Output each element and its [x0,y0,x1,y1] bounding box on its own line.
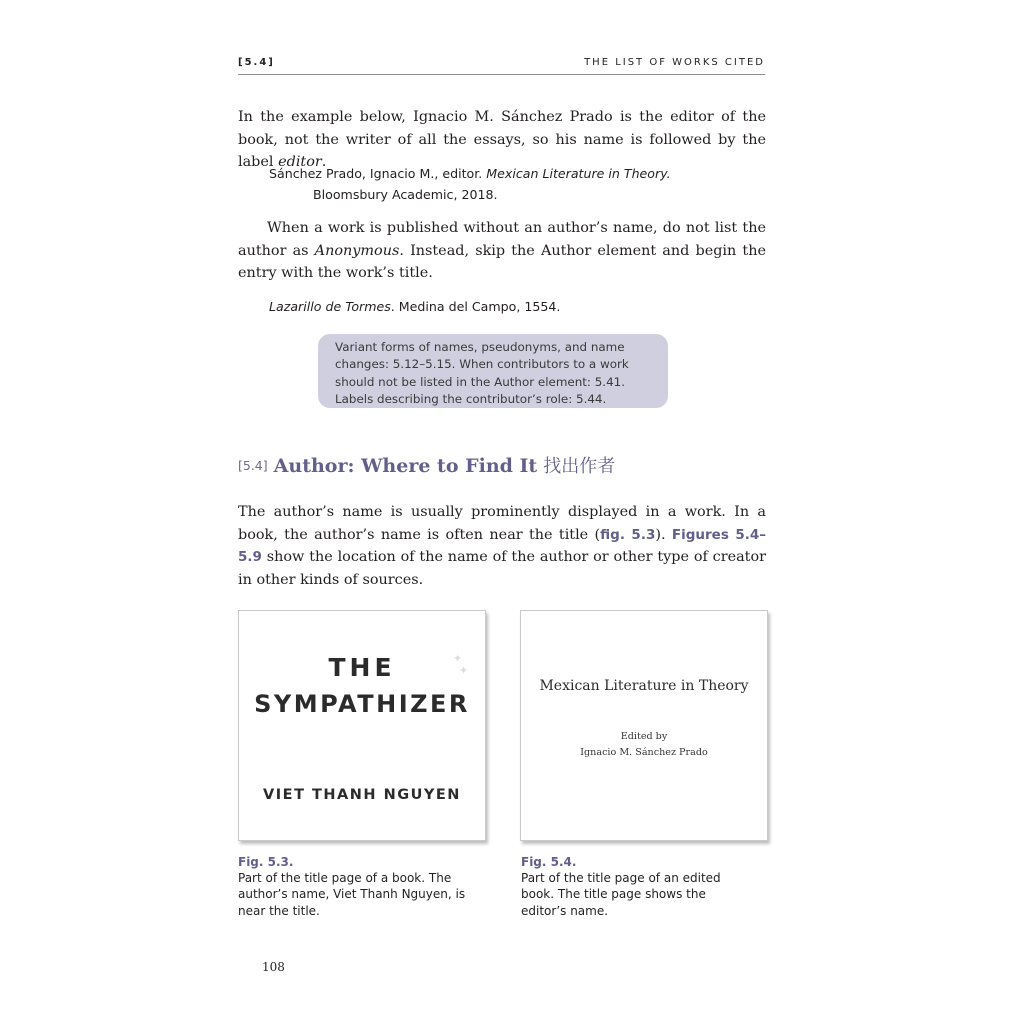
works-cited-entry-lazarillo: Lazarillo de Tormes. Medina del Campo, 1554. [269,299,561,314]
works-cited-entry-sanchez-prado: Sánchez Prado, Ignacio M., editor. Mexican Literature in Theory. Bloomsbury Academic, 2018. [269,166,671,202]
book-author: VIET THANH NGUYEN [263,787,461,803]
section-number: [5.4] [238,458,268,473]
cross-reference-callout: Variant forms of names, pseudonyms, and name changes: 5.12–5.15. When contributors to a work should not be listed in the Author element: 5.41. Labels describing the contributor’s role: 5.44. [318,334,668,408]
section-heading [238,452,838,482]
edited-by-label: Edited by [620,731,668,742]
paragraph-anonymous-works: When a work is published without an author’s name, do not list the author as Anonymous. Instead, skip the Author element and begin the entry with the work’s title. [238,220,766,281]
paragraph-editor-example: In the example below, Ignacio M. Sánchez Prado is the editor of the book, not the writer of all the essays, so his name is followed by the label editor. [238,109,766,170]
book-editor: Ignacio M. Sánchez Prado [580,747,708,758]
running-head [238,56,765,75]
book-title-article: THE [328,653,396,682]
sparkle-decoration: ✦ [459,664,469,677]
figure-reference-link[interactable]: fig. 5.3 [600,526,656,543]
book-title: SYMPATHIZER [254,690,470,718]
running-head-section: [5.4] [238,57,275,68]
section-title-chinese: 找出作者 [543,456,616,477]
figure-title-page-sympathizer [238,610,486,841]
figure-label: Fig. 5.4. [521,855,577,869]
running-head-title: THE LIST OF WORKS CITED [584,57,765,68]
book-title: Mexican Literature in Theory [539,678,749,694]
section-title: Author: Where to Find It [273,455,538,477]
sparkle-decoration: ✦ [453,652,463,665]
figure-title-page-edited-book [520,610,768,841]
figure-reference-link[interactable]: Figures 5.4–5.9 [238,526,766,565]
figure-caption-5-4: Fig. 5.4. Part of the title page of an edited book. The title page shows the editor’s name. [521,854,751,919]
page-number: 108 [262,960,285,974]
paragraph-where-to-find-author: The author’s name is usually prominently displayed in a work. In a book, the author’s name is often near the title (fig. 5.3). Figures 5.4–5.9 show the location of the name of the author or other type of creator in other kinds of sources. [238,504,766,588]
figure-caption-5-3: Fig. 5.3. Part of the title page of a book. The author’s name, Viet Thanh Nguyen, is near the title. [238,854,488,919]
figure-label: Fig. 5.3. [238,855,294,869]
